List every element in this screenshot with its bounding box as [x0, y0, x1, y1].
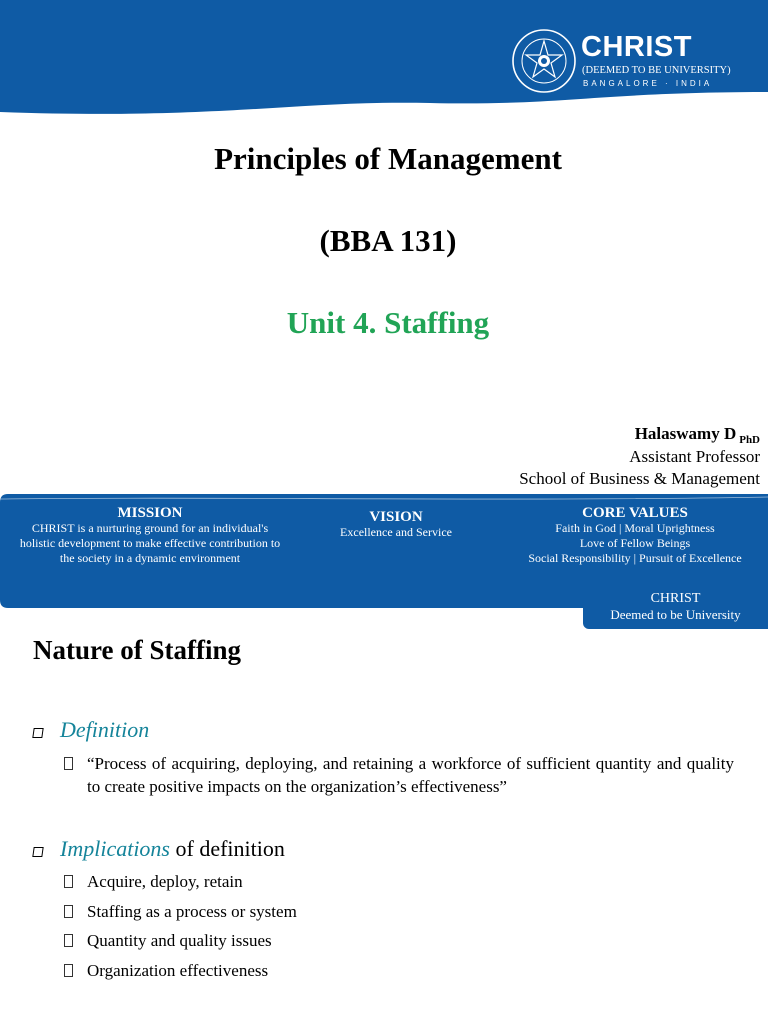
core-values-line: Social Responsibility | Pursuit of Excellence	[528, 551, 742, 565]
author-role: Assistant Professor	[629, 447, 760, 466]
vision-heading: VISION	[369, 509, 423, 525]
implication-item: Organization effectiveness	[87, 961, 269, 980]
mission-heading: MISSION	[117, 505, 183, 521]
square-bullet-icon	[32, 728, 43, 738]
university-box	[583, 588, 768, 629]
mission-section	[0, 505, 300, 566]
university-box-name: CHRIST	[650, 591, 701, 606]
vision-line: Excellence and Service	[340, 525, 452, 539]
missing-glyph-bullet-icon	[64, 875, 73, 888]
mission-line: holistic development to make effective contribution to	[19, 536, 281, 550]
author-degree: PhD	[739, 434, 760, 446]
core-values-section	[502, 505, 768, 566]
unit-title: Unit 4. Staffing	[286, 305, 490, 340]
implications-label	[60, 836, 285, 862]
core-values-heading: CORE VALUES	[582, 505, 688, 521]
course-title: Principles of Management	[214, 141, 562, 176]
implications-emphasis: Implications	[60, 836, 170, 861]
core-values-line: Faith in God | Moral Uprightness	[555, 521, 715, 535]
missing-glyph-bullet-icon	[64, 757, 73, 770]
core-values-line: Love of Fellow Beings	[579, 536, 691, 550]
square-bullet-icon	[32, 847, 43, 857]
author-name-line	[635, 423, 760, 447]
university-seal-icon	[511, 28, 577, 94]
definition-label: Definition	[60, 717, 150, 742]
implication-item: Quantity and quality issues	[87, 931, 272, 950]
mission-line: the society in a dynamic environment	[59, 551, 241, 565]
missing-glyph-bullet-icon	[64, 934, 73, 947]
mission-line: CHRIST is a nurturing ground for an individual's	[31, 521, 269, 535]
implications-rest: of definition	[170, 836, 285, 861]
vision-section	[300, 509, 492, 540]
definition-text: “Process of acquiring, deploying, and retaining a workforce of sufficient quantity and quality to create positive impacts on the organization’s effectiveness”	[87, 754, 734, 796]
brand-location: BANGALORE · INDIA	[583, 79, 713, 88]
missing-glyph-bullet-icon	[64, 964, 73, 977]
missing-glyph-bullet-icon	[64, 905, 73, 918]
brand-tagline: (DEEMED TO BE UNIVERSITY)	[582, 65, 731, 76]
implication-item: Staffing as a process or system	[87, 902, 297, 921]
author-name: Halaswamy D	[634, 424, 737, 443]
section-heading: Nature of Staffing	[33, 635, 241, 665]
university-logo	[511, 28, 731, 98]
course-code: (BBA 131)	[319, 223, 457, 258]
university-box-status: Deemed to be University	[610, 607, 741, 622]
brand-name: CHRIST	[581, 31, 692, 63]
implication-item: Acquire, deploy, retain	[87, 872, 243, 891]
author-school: School of Business & Management	[519, 469, 760, 488]
